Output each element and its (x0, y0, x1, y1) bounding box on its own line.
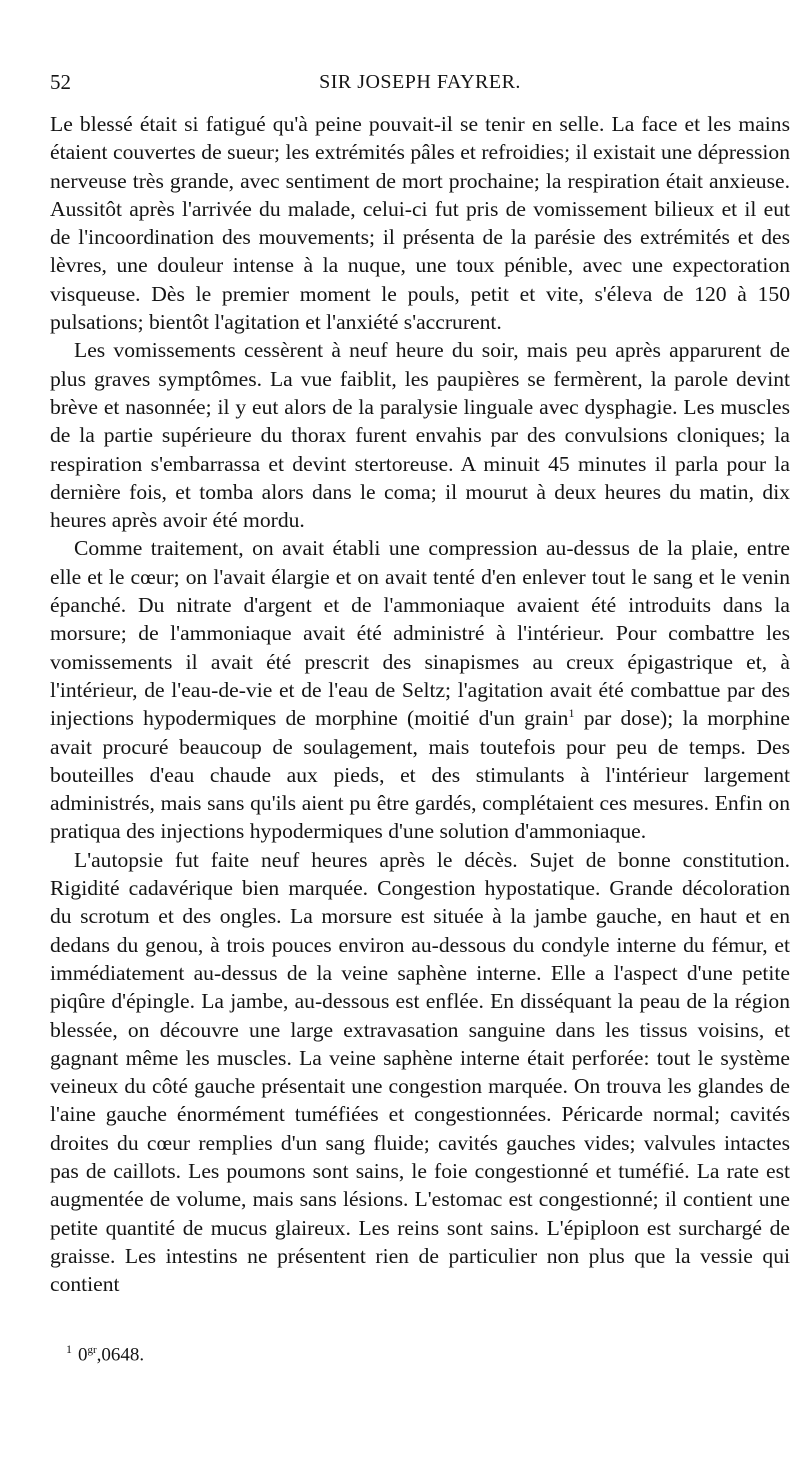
page-header (50, 62, 790, 102)
paragraph-1: Le blessé était si fatigué qu'à peine pouvait-il se tenir en selle. La face et les mains étaient couvertes de sueur; les extrémités pâles et refroidies; il existait une dépression nerveuse très grande, avec sentiment de mort prochaine; la respiration était anxieuse. Aussitôt après l'arrivée du malade, celui-ci fut pris de vomissement bilieux et il eut de l'incoordination des mouvements; il présenta de la parésie des extrémités et des lèvres, une douleur intense à la nuque, une toux pénible, avec une expectoration visqueuse. Dès le premier moment le pouls, petit et vite, s'éleva de 120 à 150 pulsations; bientôt l'agitation et l'anxiété s'accrurent. (50, 112, 790, 335)
footnote (66, 1342, 144, 1366)
paragraph-4: L'autopsie fut faite neuf heures après le décès. Sujet de bonne constitution. Rigidité cadavérique bien marquée. Congestion hypostatique. Grande décoloration du scrotum et des ongles. La morsure est située à la jambe gauche, en haut et en dedans du genou, à trois pouces environ au-dessous du condyle interne du fémur, et immédiatement au-dessus de la veine saphène interne. Elle a l'aspect d'une petite piqûre d'épingle. La jambe, au-dessous est enflée. En disséquant la peau de la région blessée, on découvre une large extravasation sanguine dans les tissus voisins, et gagnant même les muscles. La veine saphène interne était perforée: tout le système veineux du côté gauche présentait une congestion marquée. On trouva les glandes de l'aine gauche énormément tuméfiées et congestionnées. Péricarde normal; cavités droites du cœur remplies d'un sang fluide; cavités gauches vides; valvules intactes pas de caillots. Les poumons sont sains, le foie congestionné et tuméfié. La rate est augmentée de volume, mais sans lésions. L'estomac est congestionné; il contient une petite quantité de mucus glaireux. Les reins sont sains. L'épiploon est surchargé de graisse. Les intestins ne présentent rien de particulier non plus que la vessie qui contient (50, 847, 790, 1297)
footnote-value-prefix: 0 (78, 1344, 88, 1366)
body-text (50, 110, 790, 1298)
footnote-unit: gr (87, 1344, 97, 1356)
footnote-reference[interactable]: 1 (568, 706, 575, 721)
footnote-mark: 1 (66, 1342, 72, 1356)
running-title: SIR JOSEPH FAYRER. (319, 71, 521, 93)
paragraph-3-text-before: Comme traitement, on avait établi une compression au-dessus de la plaie, entre elle et le cœur; on l'avait élargie et on avait tenté d'en enlever tout le sang et le venin épanché. Du nitrate d'argent et de l'ammoniaque avaient été introduits dans la morsure; de l'ammoniaque avait été administré à l'intérieur. Pour combattre les vomissements il avait été prescrit des sinapismes au creux épigastrique et, à l'intérieur, de l'eau-de-vie et de l'eau de Seltz; l'agitation avait été combattue par des injections hypodermiques de morphine (moitié d'un grain (50, 536, 790, 731)
paragraph-2: Les vomissements cessèrent à neuf heure du soir, mais peu après apparurent de plus graves symptômes. La vue faiblit, les paupières se fermèrent, la parole devint brève et nasonnée; il y eut alors de la paralysie linguale avec dysphagie. Les muscles de la partie supérieure du thorax furent envahis par des convulsions cloniques; la respiration s'embarrassa et devint stertoreuse. A minuit 45 minutes il parla pour la dernière fois, et tomba alors dans le coma; il mourut à deux heures du matin, dix heures après avoir été mordu. (50, 338, 790, 533)
paragraph-3-text-after: par dose); la morphine avait procuré beaucoup de soulagement, mais toutefois pour peu de temps. Des bouteilles d'eau chaude aux pieds, et des stimulants à l'intérieur largement administrés, mais sans qu'ils aient pu être gardés, complétaient ces mesures. Enfin on pratiqua des injections hypodermiques d'une solution d'ammoniaque. (50, 706, 790, 844)
book-page (50, 62, 790, 1366)
footnote-value-suffix: ,0648. (96, 1344, 145, 1366)
page-number: 52 (50, 70, 71, 94)
paragraph-3 (50, 534, 790, 845)
